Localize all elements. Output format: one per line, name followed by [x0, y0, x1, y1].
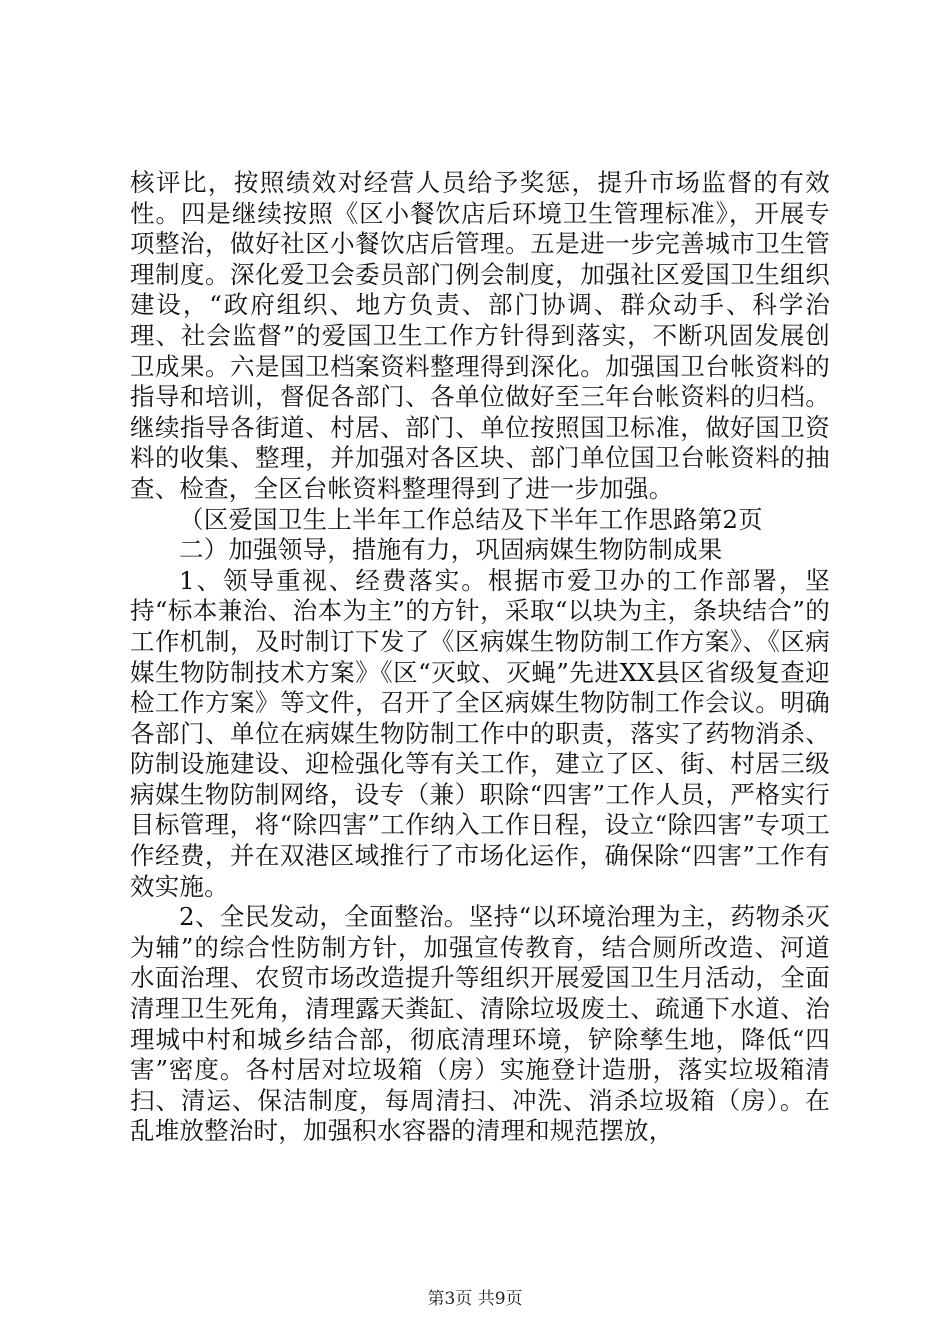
page-footer: 第3页 共9页	[427, 1289, 523, 1309]
paragraph-item-1: 1、领导重视、经费落实。根据市爱卫办的工作部署，坚持“标本兼治、治本为主”的方针，采取“以块为主，条块结合”的工作机制，及时制订下发了《区病媒生物防制工作方案》、《区病媒生物防制技术方案》《区“灭蚊、灭蝇”先进XX县区省级复查迎检工作方案》等文件，召开了全区病媒生物防制工作会议。明确各部门、单位在病媒生物防制工作中的职责，落实了药物消杀、防制设施建设、迎检强化等有关工作，建立了区、街、村居三级病媒生物防制网络，设专（兼）职除“四害”工作人员，严格实行目标管理，将“除四害”工作纳入工作日程，设立“除四害”专项工作经费，并在双港区域推行了市场化运作，确保除“四害”工作有效实施。	[130, 565, 830, 901]
paragraph-item-2: 2、全民发动，全面整治。坚持“以环境治理为主，药物杀灭为辅”的综合性防制方针，加强宣传教育，结合厕所改造、河道水面治理、农贸市场改造提升等组织开展爱国卫生月活动，全面清理卫生死角，清理露天粪缸、清除垃圾废土、疏通下水道、治理城中村和城乡结合部，彻底清理环境，铲除孳生地，降低“四害”密度。各村居对垃圾箱（房）实施登计造册，落实垃圾箱清扫、清运、保洁制度，每周清扫、冲洗、消杀垃圾箱（房）。在乱堆放整治时，加强积水容器的清理和规范摆放，	[130, 902, 830, 1146]
document-body	[130, 168, 830, 1147]
paragraph-continuation: 核评比，按照绩效对经营人员给予奖惩，提升市场监督的有效性。四是继续按照《区小餐饮店后环境卫生管理标准》，开展专项整治，做好社区小餐饮店后管理。五是进一步完善城市卫生管理制度。深化爱卫会委员部门例会制度，加强社区爱国卫生组织建设，“政府组织、地方负责、部门协调、群众动手、科学治理、社会监督”的爱国卫生工作方针得到落实，不断巩固发展创卫成果。六是国卫档案资料整理得到深化。加强国卫台帐资料的指导和培训，督促各部门、各单位做好至三年台帐资料的归档。继续指导各街道、村居、部门、单位按照国卫标准，做好国卫资料的收集、整理，并加强对各区块、部门单位国卫台帐资料的抽查、检查，全区台帐资料整理得到了进一步加强。	[130, 168, 830, 503]
section-page-title: （区爱国卫生上半年工作总结及下半年工作思路第2页	[179, 504, 763, 534]
section-heading: 二）加强领导，措施有力，巩固病媒生物防制成果	[179, 535, 723, 565]
